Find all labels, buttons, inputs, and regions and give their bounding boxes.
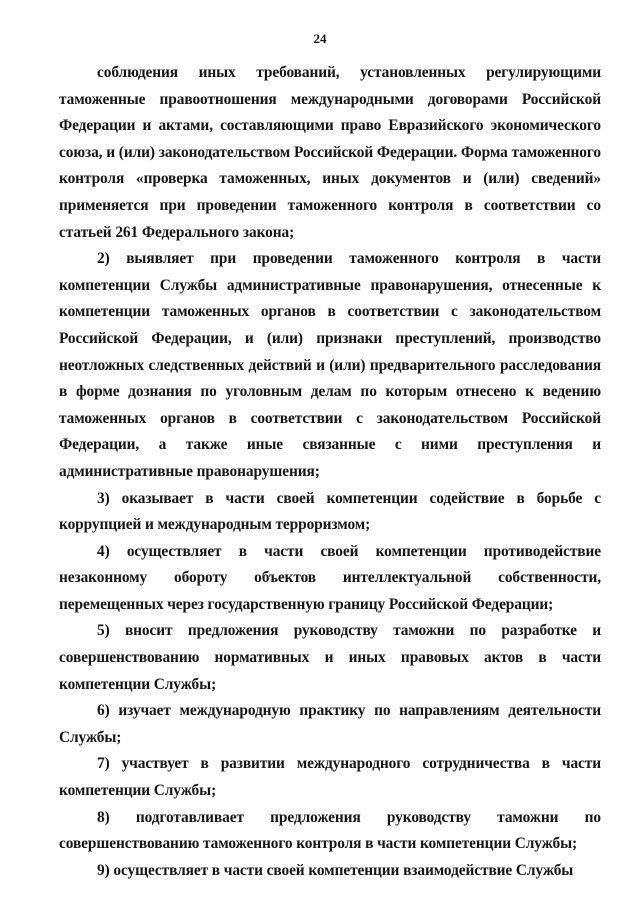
page-number: 24	[313, 31, 327, 46]
paragraph-item-7: 7) участвует в развитии международного сотрудничества в части компетенции Службы;	[59, 755, 601, 800]
paragraph-item-8: 8) подготавливает предложения руководству таможни по совершенствованию таможенного контроля в части компетенции Службы;	[59, 808, 601, 853]
paragraph-item-4: 4) осуществляет в части своей компетенции противодействие незаконному обороту объектов интеллектуальной собственности, перемещенных через государственную границу Российской Федерации;	[59, 542, 601, 613]
paragraph-item-6: 6) изучает международную практику по направлениям деятельности Службы;	[59, 702, 601, 746]
paragraph-item-2: 2) выявляет при проведении таможенного контроля в части компетенции Службы административные правонарушения, отнесенные к компетенции таможенных органов в соответствии с законодательством Российской Федерации, и (или) признаки преступлений, производство неотложных следственных действий и (или) предварительного расследования в форме дознания по уголовным делам по которым отнесено к ведению таможенных органов в соответствии с законодательством Российской Федерации, а также иные связанные с ними преступления и административные правонарушения;	[59, 250, 601, 480]
paragraph-continuation: соблюдения иных требований, установленных регулирующими таможенные правоотношения международными договорами Российской Федерации и актами, составляющими право Евразийского экономического союза, и (или) законодательством Российской Федерации. Форма таможенного контроля «проверка таможенных, иных документов и (или) сведений» применяется при проведении таможенного контроля в соответствии со статьей 261 Федерального закона;	[59, 64, 601, 241]
paragraph-item-5: 5) вносит предложения руководству таможни по разработке и совершенствованию нормативных и иных правовых актов в части компетенции Службы;	[59, 622, 601, 693]
paragraph-item-9: 9) осуществляет в части своей компетенции взаимодействие Службы	[97, 861, 574, 879]
document-body	[59, 60, 601, 884]
paragraph-item-3: 3) оказывает в части своей компетенции содействие в борьбе с коррупцией и международным терроризмом;	[59, 489, 601, 534]
